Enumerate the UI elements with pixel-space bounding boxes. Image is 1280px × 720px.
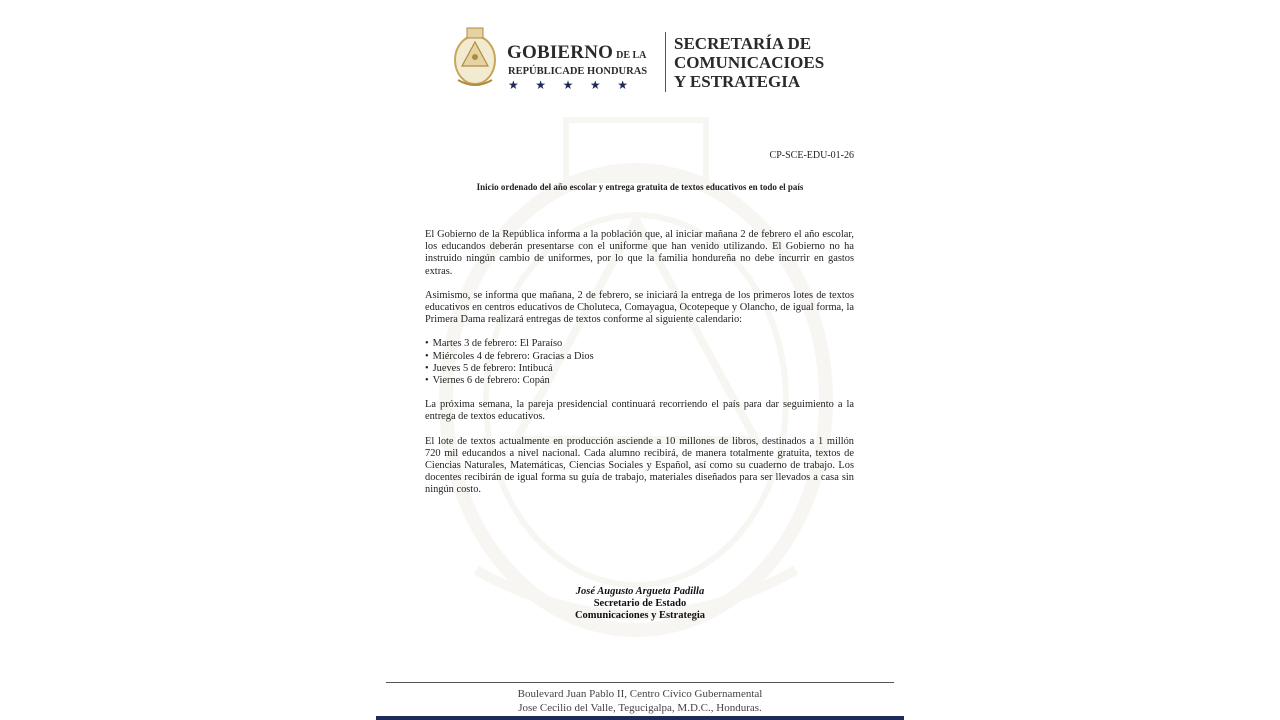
signatory-office: Comunicaciones y Estrategia bbox=[574, 610, 706, 621]
bullet-icon: • bbox=[425, 362, 429, 374]
paragraph: La próxima semana, la pareja presidencial continuará recorriendo el país para dar seguimiento a la entrega de textos educativos. bbox=[425, 399, 854, 423]
document-body bbox=[425, 229, 854, 509]
government-small: DE LA bbox=[616, 50, 647, 61]
list-item bbox=[425, 351, 854, 363]
letterhead bbox=[450, 24, 840, 94]
bullet-icon: • bbox=[425, 350, 429, 362]
star-icon: ★ bbox=[535, 78, 547, 92]
star-icon: ★ bbox=[617, 78, 628, 92]
footer-address bbox=[376, 687, 904, 715]
paragraph: El lote de textos actualmente en producción asciende a 10 millones de libros, destinados a 1 millón 720 mil educandos a nivel nacional. Cada alumno recibirá, de manera totalmente gratuita, textos de Ciencias Naturales, Matemáticas, Ciencias Sociales y Español, así como su cuaderno de trabajo. Los docentes recibirán de igual forma su guía de trabajo, materiales diseñados para ser llevados a casa sin ningún costo. bbox=[425, 435, 854, 496]
bullet-icon: • bbox=[425, 375, 429, 387]
address-line: Jose Cecilio del Valle, Tegucigalpa, M.D.C., Honduras. bbox=[518, 702, 762, 714]
document-title: Inicio ordenado del año escolar y entrega gratuita de textos educativos en todo el país bbox=[476, 182, 804, 192]
bullet-icon: • bbox=[425, 338, 429, 350]
secretariat-line: Y ESTRATEGIA bbox=[674, 72, 801, 91]
secretariat-line: SECRETARÍA DE bbox=[674, 34, 812, 53]
list-item bbox=[425, 363, 854, 375]
government-main: GOBIERNO bbox=[507, 42, 614, 63]
secretariat-line: COMUNICACIOES bbox=[674, 53, 825, 72]
government-title bbox=[507, 42, 646, 64]
star-icon: ★ bbox=[589, 78, 601, 92]
list-item-text: Viernes 6 de febrero: Copán bbox=[432, 375, 550, 387]
stars-row bbox=[508, 78, 628, 93]
address-line: Boulevard Juan Pablo II, Centro Cívico Gubernamental bbox=[517, 688, 763, 700]
list-item-text: Miércoles 4 de febrero: Gracias a Dios bbox=[432, 350, 594, 362]
honduras-coat-of-arms-icon bbox=[450, 24, 500, 90]
star-icon: ★ bbox=[508, 78, 519, 92]
secretariat-name bbox=[674, 34, 824, 91]
signatory-name: José Augusto Argueta Padilla bbox=[575, 586, 705, 597]
paragraph: El Gobierno de la República informa a la población que, al iniciar mañana 2 de febrero el año escolar, los educandos deberán presentarse con el uniforme que han venido utilizando. El Gobierno no ha instruido ningún cambio de uniformes, por lo que la familia hondureña no debe incurrir en gastos extras. bbox=[425, 229, 854, 277]
list-item bbox=[425, 375, 854, 387]
list-item-text: Jueves 5 de febrero: Intibucá bbox=[432, 362, 553, 374]
reference-code: CP-SCE-EDU-01-26 bbox=[769, 150, 854, 161]
footer-bar bbox=[376, 716, 904, 720]
list-item bbox=[425, 338, 854, 350]
press-release-page bbox=[376, 0, 904, 720]
list-item-text: Martes 3 de febrero: El Paraíso bbox=[432, 338, 563, 350]
star-icon: ★ bbox=[562, 78, 574, 92]
footer-divider bbox=[386, 682, 894, 683]
paragraph: Asimismo, se informa que mañana, 2 de febrero, se iniciará la entrega de los primeros lotes de textos educativos en centros educativos de Choluteca, Comayagua, Ocotepeque y Olancho, de igual forma, la Primera Dama realizará entregas de textos conforme al siguiente calendario: bbox=[425, 289, 854, 326]
schedule-list bbox=[425, 338, 854, 387]
government-subtitle: REPÚBLICADE HONDURAS bbox=[508, 66, 648, 77]
signature-block bbox=[376, 586, 904, 622]
signatory-position: Secretario de Estado bbox=[593, 598, 687, 609]
header-divider bbox=[665, 32, 666, 92]
